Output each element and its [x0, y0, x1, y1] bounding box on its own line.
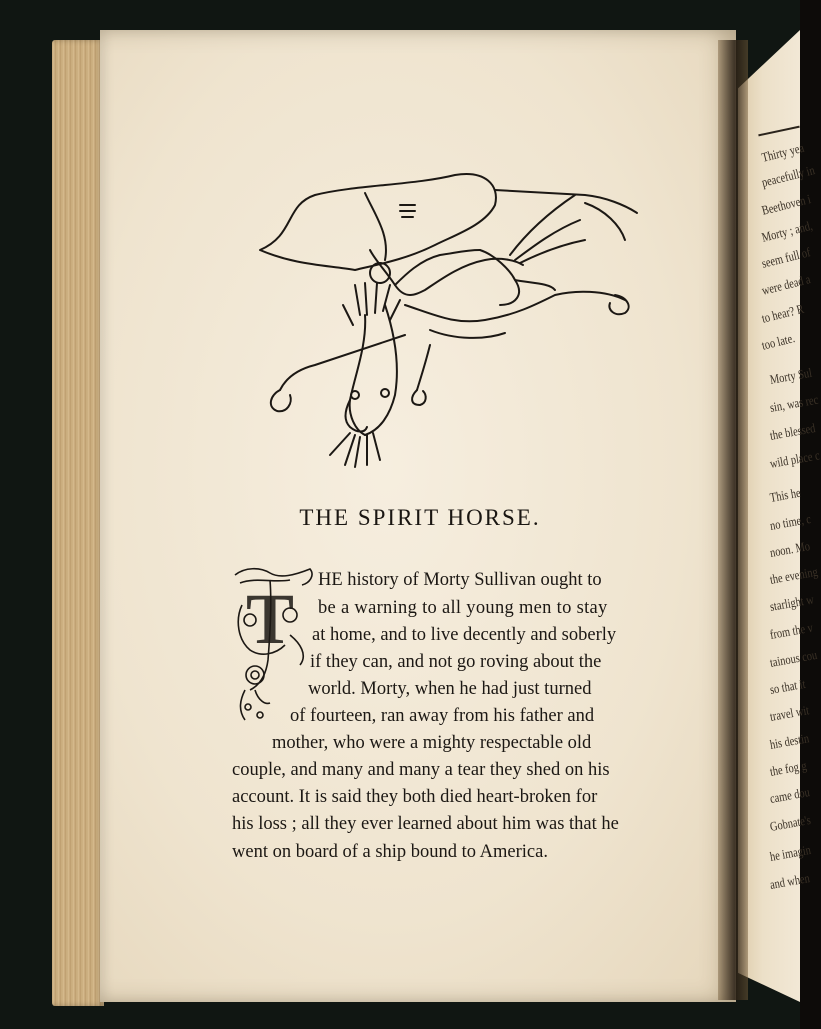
right-page-line: Gobnate's [768, 811, 812, 834]
right-page-line: he imagin [768, 841, 812, 864]
right-page-line: the fog g [768, 757, 808, 779]
drop-cap-letter: T [245, 579, 295, 659]
spirit-horse-illustration [255, 165, 640, 470]
paragraph-line: world. Morty, when he had just turned [308, 679, 592, 699]
paragraph-line: went on board of a ship bound to America. [232, 842, 548, 862]
right-page-line: came dou [768, 784, 811, 806]
right-page-line: to hear? R [760, 300, 806, 326]
right-page-line: the evening [768, 563, 819, 587]
right-page-line: starlight w [768, 591, 815, 614]
right-page-line: his destin [768, 730, 811, 752]
right-page-line: and when [768, 870, 811, 892]
paragraph-line: at home, and to live decently and soberly [312, 625, 617, 645]
right-page-line: from the v [768, 619, 814, 642]
paragraph-line: if they can, and not go roving about the [310, 652, 602, 672]
paragraph-line: be a warning to all young men to stay [318, 598, 608, 618]
right-page-line: Morty Sul [768, 364, 814, 387]
right-page-line: too late. [760, 330, 797, 353]
right-page-line: so that it [768, 675, 807, 697]
paragraph-line: couple, and many and many a tear they shed on his [232, 760, 610, 780]
right-page-line: seem full of [760, 244, 812, 271]
right-page-line: no time, c [768, 510, 812, 533]
paragraph-line: HE history of Morty Sullivan ought to [318, 570, 602, 590]
paragraph-line: account. It is said they both died heart-broken for [232, 787, 598, 807]
right-page-line: peacefully in [760, 162, 817, 190]
book-gutter [718, 40, 748, 1000]
right-page-line: sin, was rec [768, 391, 820, 415]
right-page-line: Beethoven i [760, 191, 813, 218]
right-page-line: Morty ; and, [760, 217, 814, 245]
right-page-line: wild place c [768, 447, 821, 471]
right-page-line: This he [768, 484, 802, 505]
right-page-line: noon. Mo [768, 538, 812, 560]
right-page-line: Thirty yea [760, 139, 806, 165]
paragraph-line: of fourteen, ran away from his father and [290, 706, 595, 726]
right-page-line: the blessed [768, 420, 817, 443]
right-page-line: travel wit [768, 702, 811, 724]
chapter-title: THE SPIRIT HORSE. [299, 505, 541, 530]
right-page-line: tainous cou [768, 646, 819, 670]
paragraph-line: his loss ; all they ever learned about him was that he [232, 814, 619, 834]
paragraph-line: mother, who were a mighty respectable old [272, 733, 592, 753]
right-page-line: were dead a [760, 271, 812, 298]
ornamental-drop-cap [230, 565, 318, 725]
page-edges [52, 40, 104, 1006]
